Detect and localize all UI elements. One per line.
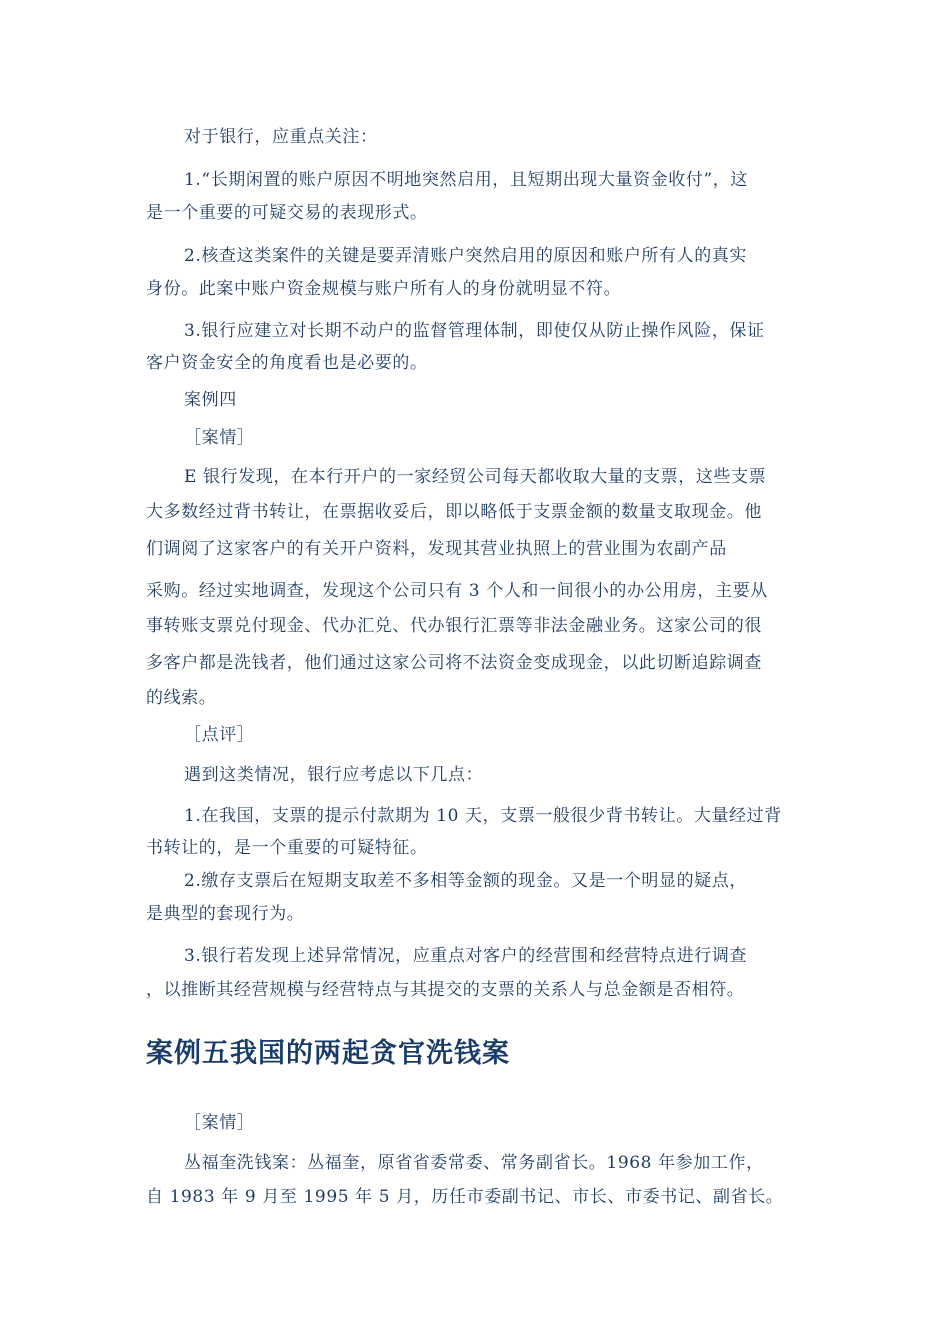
text-line: 2.缴存支票后在短期支取差不多相等金额的现金。又是一个明显的疑点，	[184, 871, 748, 891]
text-line: 遇到这类情况，银行应考虑以下几点：	[184, 765, 484, 785]
text-line: 2.核查这类案件的关键是要弄清账户突然启用的原因和账户所有人的真实	[184, 246, 748, 266]
text-line: 自 1983 年 9 月至 1995 年 5 月，历任市委副书记、市长、市委书记、副省长。	[146, 1187, 784, 1207]
text-line: ，以推断其经营规模与经营特点与其提交的支票的关系人与总金额是否相符。	[146, 980, 745, 1000]
text-line: 多客户都是洗钱者，他们通过这家公司将不法资金变成现金，以此切断追踪调查	[146, 653, 762, 673]
section-label: ［案情］	[184, 428, 255, 448]
text-line: 3.银行应建立对长期不动户的监督管理体制，即使仅从防止操作风险，保证	[184, 321, 765, 341]
text-line: 1.在我国，支票的提示付款期为 10 天，支票一般很少背书转让。大量经过背	[184, 806, 782, 826]
text-line: 书转让的，是一个重要的可疑特征。	[146, 838, 428, 858]
section-label: ［点评］	[184, 725, 255, 745]
text-line: 身份。此案中账户资金规模与账户所有人的身份就明显不符。	[146, 279, 622, 299]
text-line: 大多数经过背书转让，在票据收妥后，即以略低于支票金额的数量支取现金。他	[146, 502, 762, 522]
text-line: 1.“长期闲置的账户原因不明地突然启用，且短期出现大量资金收付”，这	[184, 170, 748, 190]
text-line: 3.银行若发现上述异常情况，应重点对客户的经营围和经营特点进行调查	[184, 946, 748, 966]
section-heading: 案例五我国的两起贪官洗钱案	[146, 1038, 510, 1069]
text-line: 是一个重要的可疑交易的表现形式。	[146, 203, 428, 223]
text-line: 客户资金安全的角度看也是必要的。	[146, 353, 428, 373]
text-line: 采购。经过实地调查，发现这个公司只有 3 个人和一间很小的办公用房，主要从	[146, 581, 768, 601]
text-line: 丛福奎洗钱案：丛福奎，原省省委常委、常务副省长。1968 年参加工作，	[184, 1153, 764, 1173]
text-line: 事转账支票兑付现金、代办汇兑、代办银行汇票等非法金融业务。这家公司的很	[146, 616, 762, 636]
text-line: 的线索。	[146, 688, 217, 708]
text-line: 是典型的套现行为。	[146, 904, 305, 924]
section-label: 案例四	[184, 390, 237, 410]
text-line: 对于银行，应重点关注：	[184, 127, 378, 147]
text-line: E 银行发现，在本行开户的一家经贸公司每天都收取大量的支票，这些支票	[184, 467, 767, 487]
section-label: ［案情］	[184, 1113, 255, 1133]
text-line: 们调阅了这家客户的有关开户资料，发现其营业执照上的营业围为农副产品	[146, 539, 727, 559]
